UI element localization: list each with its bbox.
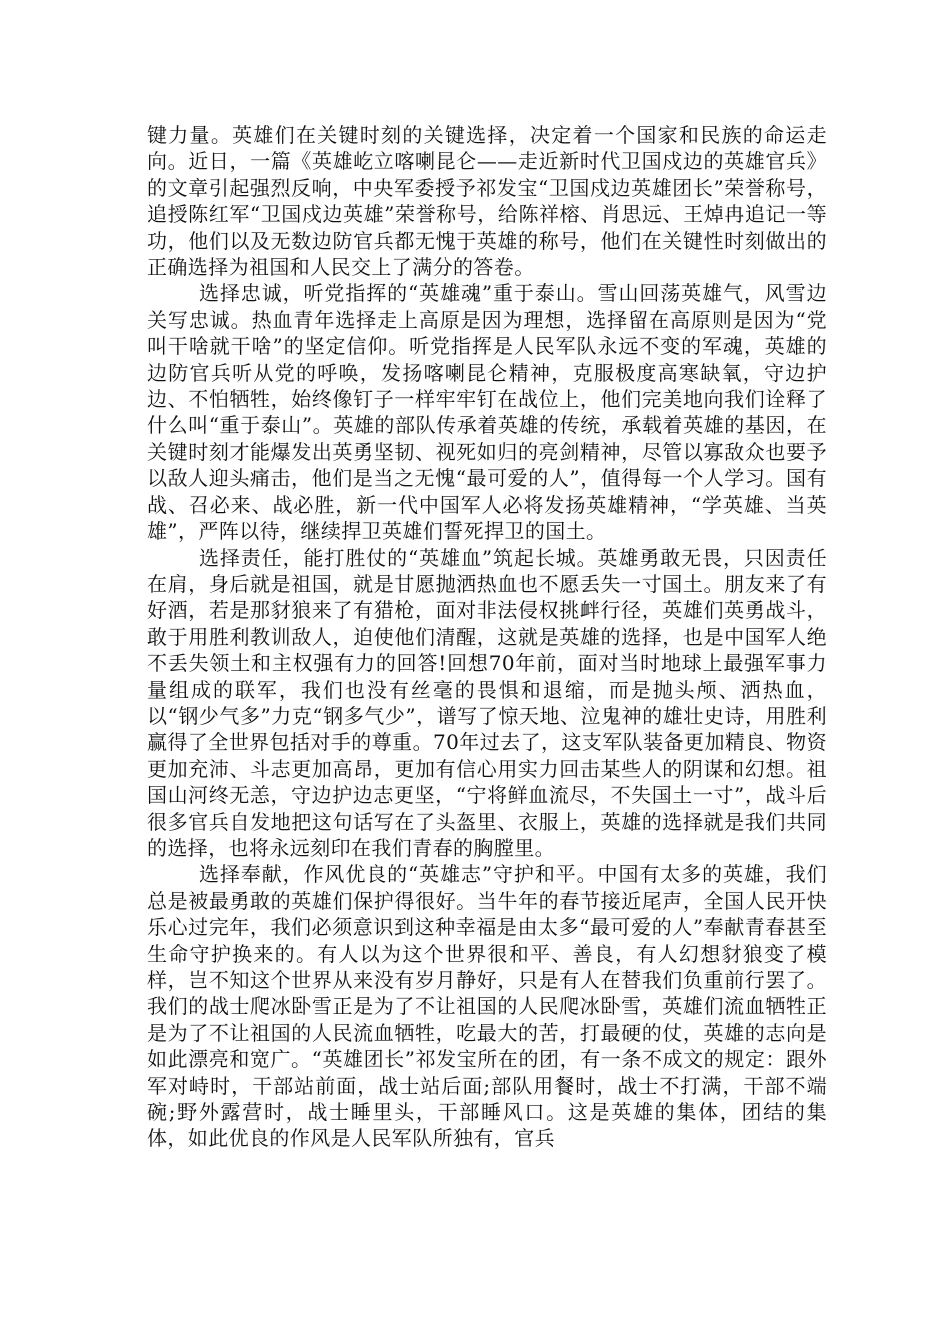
article-body bbox=[147, 122, 827, 1152]
paragraph-responsibility: 选择责任，能打胜仗的“英雄血”筑起长城。英雄勇敢无畏，只因责任在肩，身后就是祖国，就是甘愿抛洒热血也不愿丢失一寸国土。朋友来了有好酒，若是那豺狼来了有猎枪，面对非法侵权挑衅行径，英雄们英勇战斗，敢于用胜利教训敌人，迫使他们清醒，这就是英雄的选择，也是中国军人绝不丢失领土和主权强有力的回答!回想70年前，面对当时地球上最强军事力量组成的联军，我们也没有丝毫的畏惧和退缩，而是抛头颅、洒热血，以“钢少气多”力克“钢多气少”，谱写了惊天地、泣鬼神的雄壮史诗，用胜利赢得了全世界包括对手的尊重。70年过去了，这支军队装备更加精良、物资更加充沛、斗志更加高昂，更加有信心用实力回击某些人的阴谋和幻想。祖国山河终无恙，守边护边志更坚，“宁将鲜血流尽，不失国土一寸”，战斗后很多官兵自发地把这句话写在了头盔里、衣服上，英雄的选择就是我们共同的选择，也将永远刻印在我们青春的胸膛里。 bbox=[147, 545, 827, 860]
paragraph-loyalty: 选择忠诚，听党指挥的“英雄魂”重于泰山。雪山回荡英雄气，风雪边关写忠诚。热血青年选择走上高原是因为理想，选择留在高原则是因为“党叫干啥就干啥”的坚定信仰。听党指挥是人民军队永远不变的军魂，英雄的边防官兵听从党的呼唤，发扬喀喇昆仑精神，克服极度高寒缺氧，守边护边、不怕牺牲，始终像钉子一样牢牢钉在战位上，他们完美地向我们诠释了什么叫“重于泰山”。英雄的部队传承着英雄的传统，承载着英雄的基因，在关键时刻才能爆发出英勇坚韧、视死如归的亮剑精神，尽管以寡敌众也要予以敌人迎头痛击，他们是当之无愧“最可爱的人”，值得每一个人学习。国有战、召必来、战必胜，新一代中国军人必将发扬英雄精神，“学英雄、当英雄”，严阵以待，继续捍卫英雄们誓死捍卫的国土。 bbox=[147, 281, 827, 544]
paragraph-continued: 键力量。英雄们在关键时刻的关键选择，决定着一个国家和民族的命运走向。近日，一篇《英雄屹立喀喇昆仑——走近新时代卫国戍边的英雄官兵》的文章引起强烈反响，中央军委授予祁发宝“卫国戍边英雄团长”荣誉称号，追授陈红军“卫国戍边英雄”荣誉称号，给陈祥榕、肖思远、王焯冉追记一等功，他们以及无数边防官兵都无愧于英雄的称号，他们在关键性时刻做出的正确选择为祖国和人民交上了满分的答卷。 bbox=[147, 123, 827, 280]
paragraph-dedication: 选择奉献，作风优良的“英雄志”守护和平。中国有太多的英雄，我们总是被最勇敢的英雄们保护得很好。当牛年的春节接近尾声，全国人民开快乐心过完年，我们必须意识到这种幸福是由太多“最可爱的人”奉献青春甚至生命守护换来的。有人以为这个世界很和平、善良，有人幻想豺狼变了模样，岂不知这个世界从来没有岁月静好，只是有人在替我们负重前行罢了。我们的战士爬冰卧雪正是为了不让祖国的人民爬冰卧雪，英雄们流血牺牲正是为了不让祖国的人民流血牺牲，吃最大的苦，打最硬的仗，英雄的志向是如此漂亮和宽广。“英雄团长”祁发宝所在的团，有一条不成文的规定：跟外军对峙时，干部站前面，战士站后面;部队用餐时，战士不打满，干部不端碗;野外露营时，战士睡里头，干部睡风口。这是英雄的集体，团结的集体，如此优良的作风是人民军队所独有，官兵 bbox=[147, 862, 827, 1151]
